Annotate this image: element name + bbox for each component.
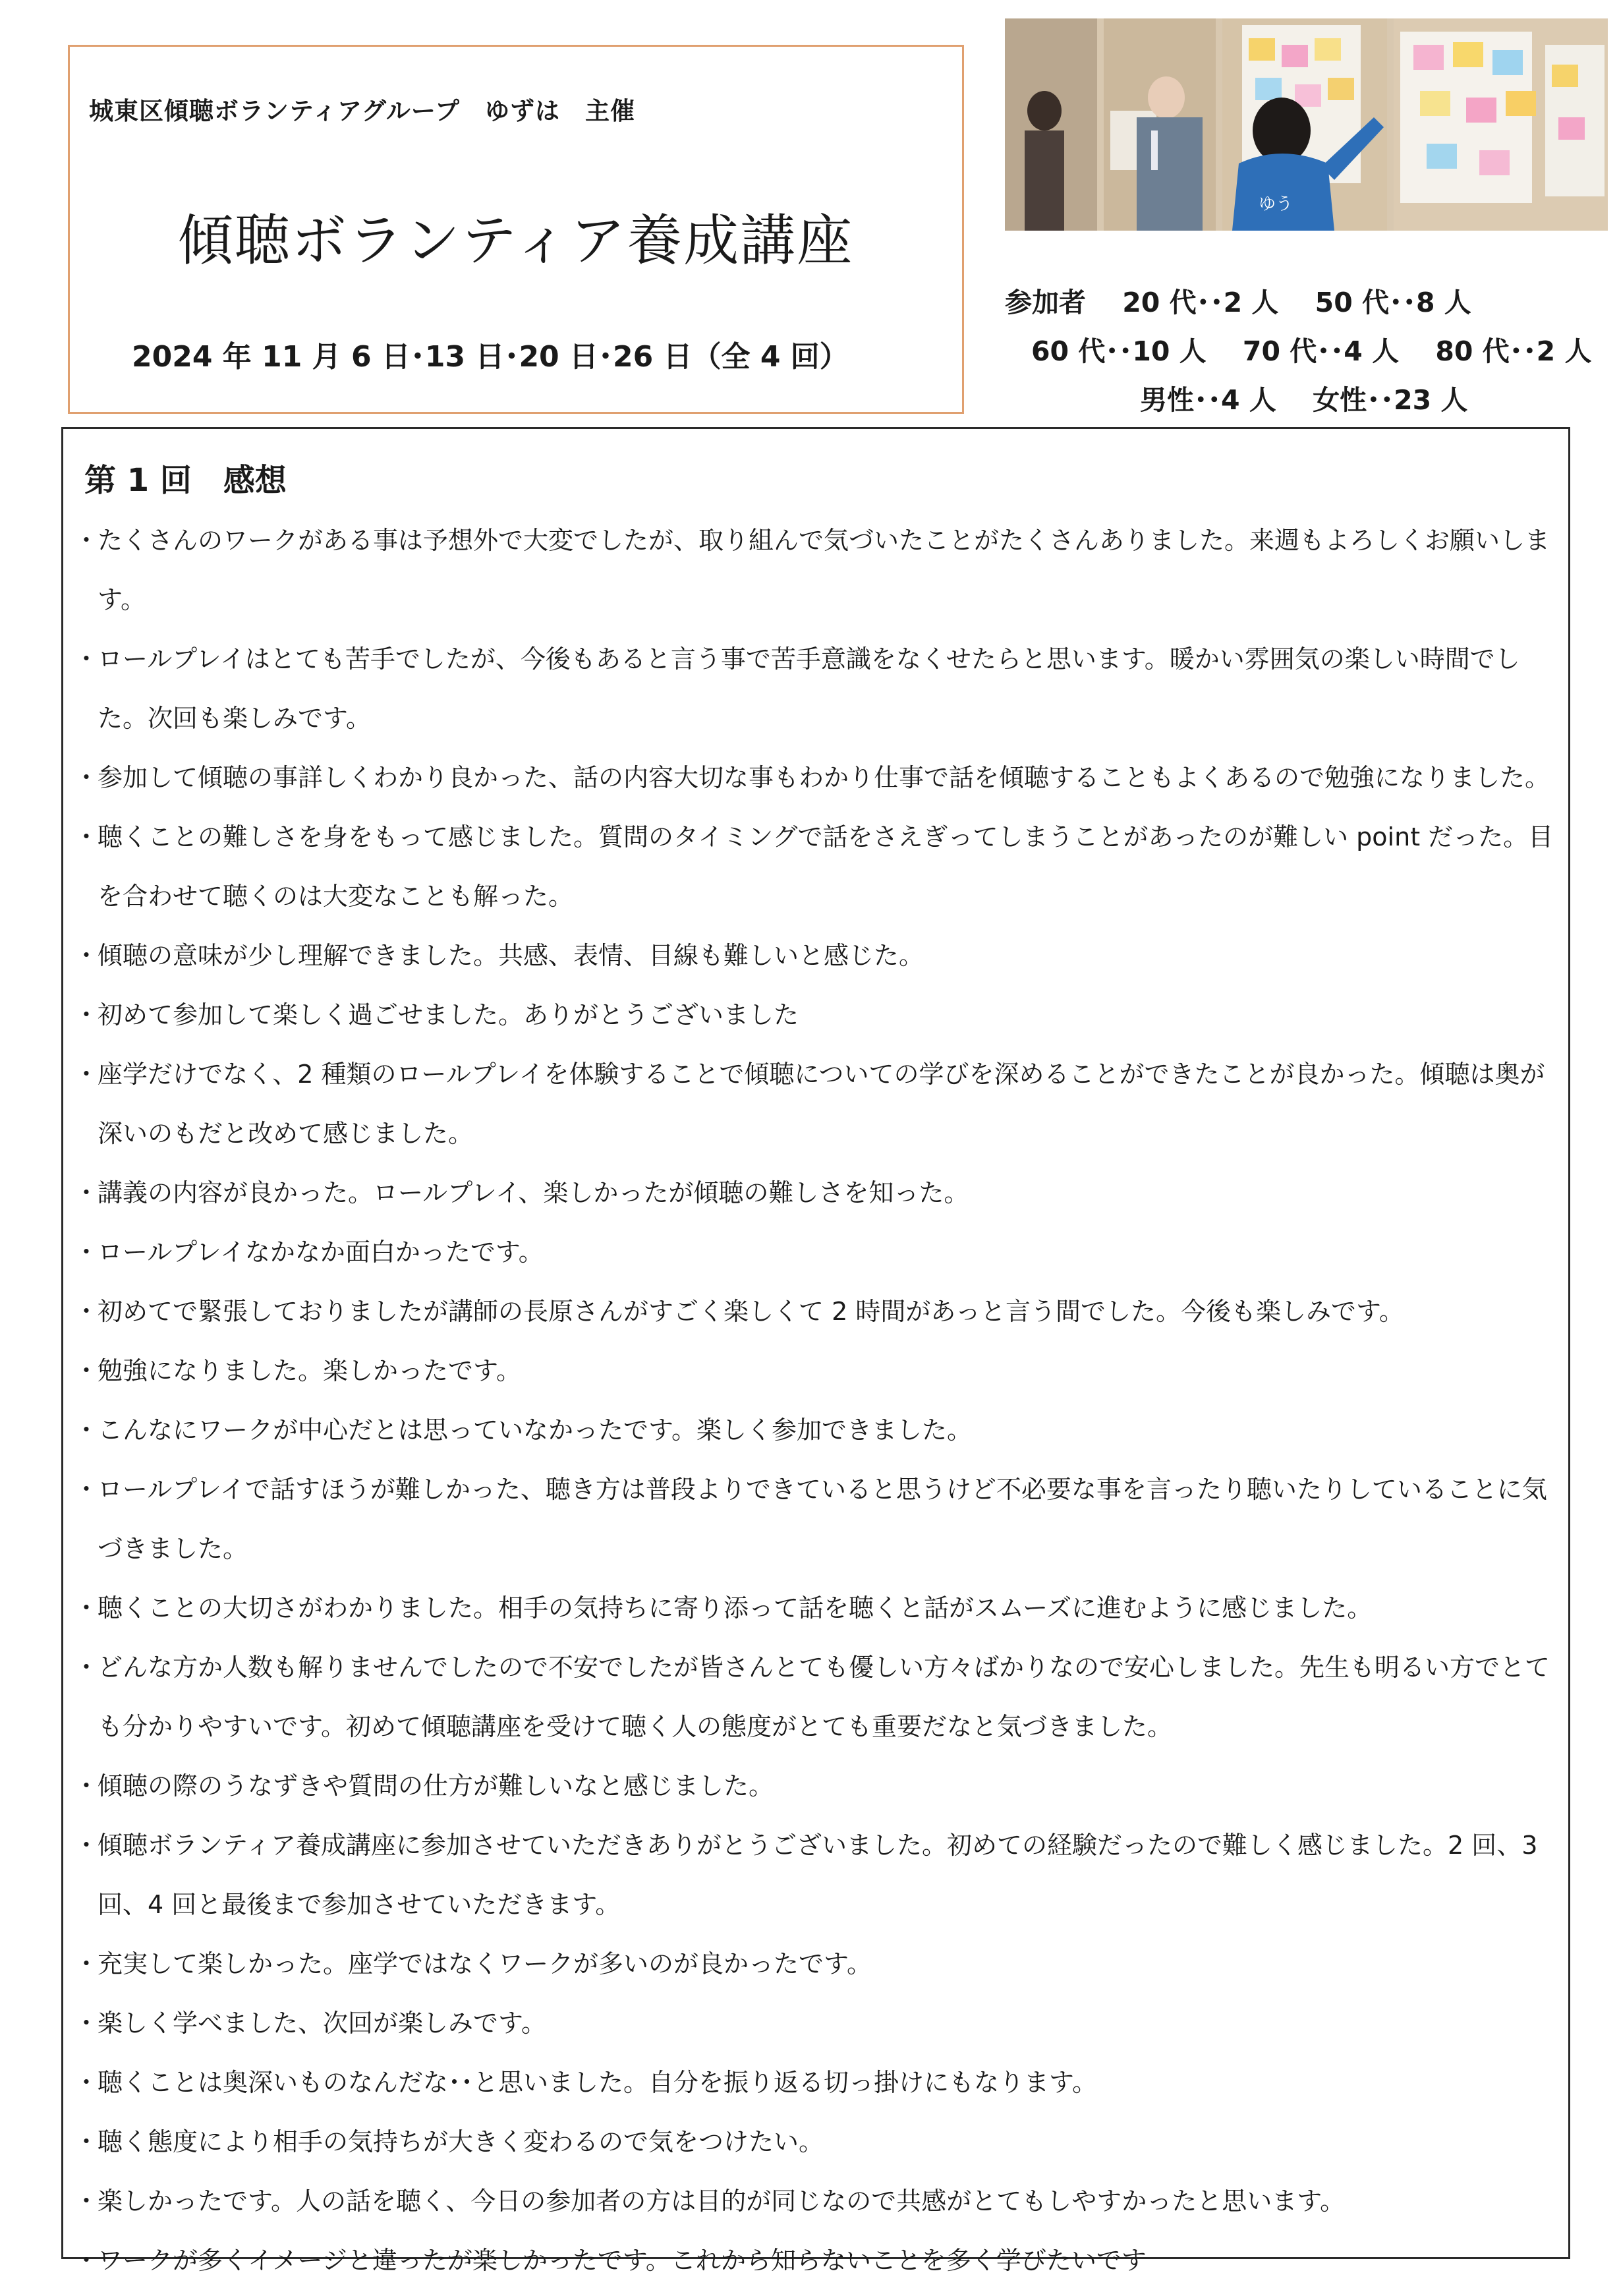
comment-item: ・ 座学だけでなく、2 種類のロールプレイを体験することで傾聴についての学びを深めることができたことが良かった。傾聴は奥が深いのもだと改めて感じました。 [78, 1045, 1554, 1163]
comment-item: ・ 聴くことの大切さがわかりました。相手の気持ちに寄り添って話を聴くと話がスムーズに進むように感じました。 [78, 1578, 1554, 1638]
comment-item: ・ どんな方か人数も解りませんでしたので不安でしたが皆さんとても優しい方々ばかりなので安心しました。先生も明るい方でとても分かりやすいです。初めて傾聴講座を受けて聴く人の態度がとても重要だなと気づきました。 [78, 1638, 1554, 1756]
comment-item: ・ ロールプレイなかなか面白かったです。 [78, 1222, 1554, 1282]
comment-item: ・ 参加して傾聴の事詳しくわかり良かった、話の内容大切な事もわかり仕事で話を傾聴することもよくあるので勉強になりました。 [78, 748, 1554, 807]
workshop-photo-icon [1005, 18, 1608, 231]
stats-line-3: 男性･･4 人 女性･･23 人 [1140, 384, 1468, 416]
comment-item: ・ 傾聴の意味が少し理解できました。共感、表情、目線も難しいと感じた。 [78, 926, 1554, 985]
vest-text: ゆう [1259, 194, 1293, 214]
comment-item: ・ 聴く態度により相手の気持ちが大きく変わるので気をつけたい。 [78, 2112, 1554, 2171]
comment-item: ・ 楽しかったです。人の話を聴く、今日の参加者の方は目的が同じなので共感がとてもしやすかったと思います。 [78, 2171, 1554, 2231]
comment-item: ・ たくさんのワークがある事は予想外で大変でしたが、取り組んで気づいたことがたくさんありました。来週もよろしくお願いします。 [78, 511, 1554, 629]
comment-item: ・ 傾聴の際のうなずきや質問の仕方が難しいなと感じました。 [78, 1756, 1554, 1816]
stats-line-1: 参加者 20 代･･2 人 50 代･･8 人 [1005, 287, 1471, 318]
organizer-text: 城東区傾聴ボランティアグループ ゆずは 主催 [89, 97, 635, 125]
comment-item: ・ ロールプレイで話すほうが難しかった、聴き方は普段よりできていると思うけど不必要な事を言ったり聴いたりしていることに気づきました。 [78, 1460, 1554, 1578]
stats-line-2: 60 代･･10 人 70 代･･4 人 80 代･･2 人 [1031, 335, 1592, 367]
comment-item: ・ ロールプレイはとても苦手でしたが、今後もあると言う事で苦手意識をなくせたらと思います。暖かい雰囲気の楽しい時間でした。次回も楽しみです。 [78, 629, 1554, 748]
comment-item: ・ 初めて参加して楽しく過ごせました。ありがとうございました [78, 985, 1554, 1045]
comment-item: ・ 聴くことは奥深いものなんだな･･と思いました。自分を振り返る切っ掛けにもなります。 [78, 2053, 1554, 2112]
comment-item: ・ ワークが多くイメージと違ったが楽しかったです。これから知らないことを多く学びたいです [78, 2231, 1554, 2290]
comment-item: ・ 初めてで緊張しておりましたが講師の長原さんがすごく楽しくて 2 時間があっと言う間でした。今後も楽しみです。 [78, 1282, 1554, 1341]
comment-item: ・ こんなにワークが中心だとは思っていなかったです。楽しく参加できました。 [78, 1400, 1554, 1460]
comment-item: ・ 講義の内容が良かった。ロールプレイ、楽しかったが傾聴の難しさを知った。 [78, 1163, 1554, 1222]
comment-item: ・ 勉強になりました。楽しかったです。 [78, 1341, 1554, 1400]
page-title: 傾聴ボランティア養成講座 [178, 208, 854, 273]
comment-list [78, 511, 1554, 2290]
section-title: 第 1 回 感想 [84, 462, 287, 499]
comment-item: ・ 傾聴ボランティア養成講座に参加させていただきありがとうございました。初めての経験だったので難しく感じました。2 回、3 回、4 回と最後まで参加させていただきます。 [78, 1816, 1554, 1934]
comment-item: ・ 楽しく学べました、次回が楽しみです。 [78, 1994, 1554, 2053]
comment-item: ・ 聴くことの難しさを身をもって感じました。質問のタイミングで話をさえぎってしまうことがあったのが難しい point だった。目を合わせて聴くのは大変なことも解った。 [78, 807, 1554, 926]
comment-item: ・ 充実して楽しかった。座学ではなくワークが多いのが良かったです。 [78, 1934, 1554, 1994]
course-dates: 2024 年 11 月 6 日･13 日･20 日･26 日（全 4 回） [132, 340, 849, 374]
